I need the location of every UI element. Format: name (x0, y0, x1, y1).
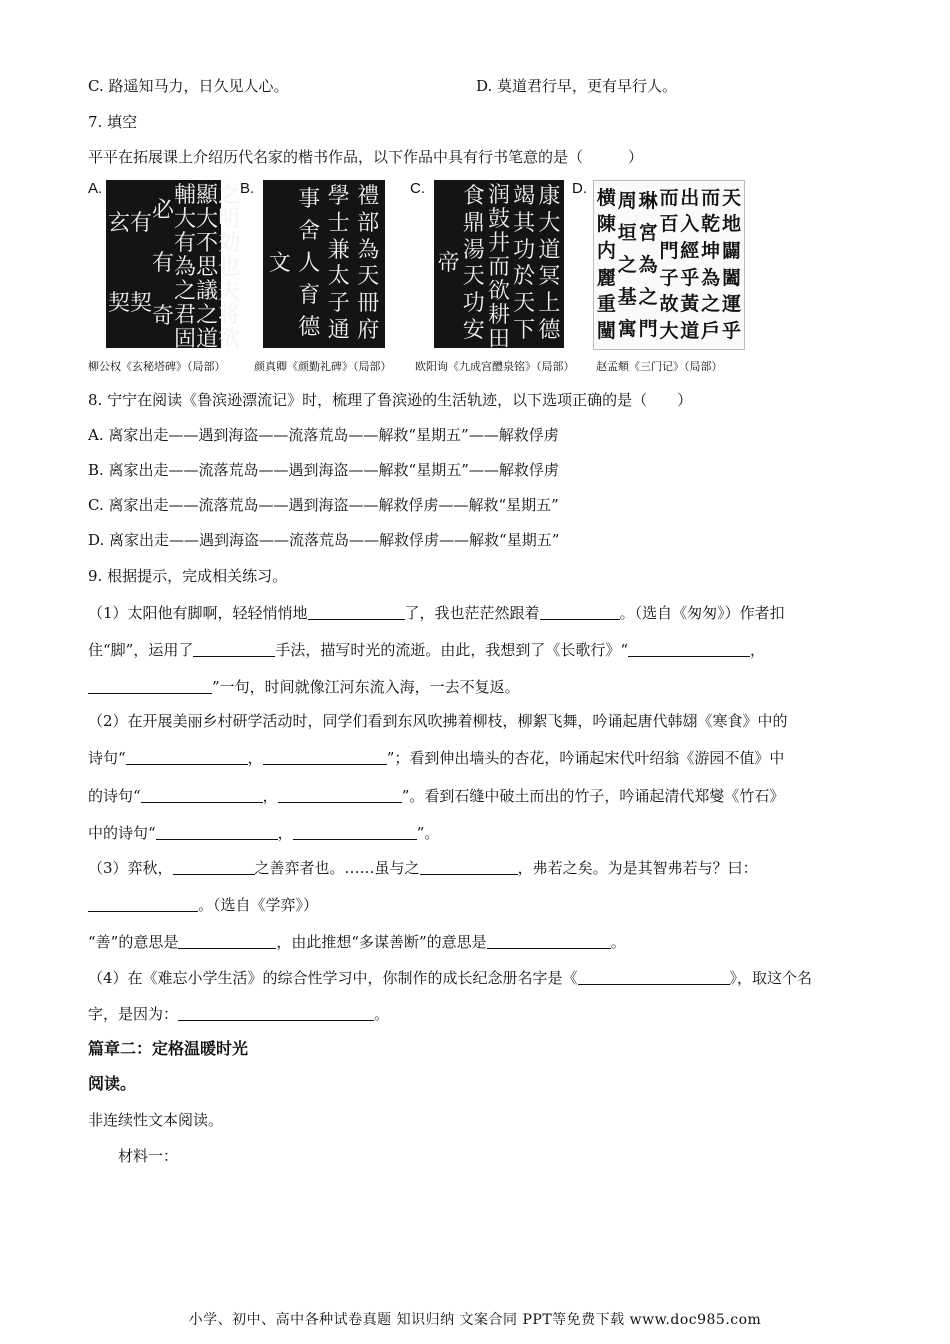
calligraphy-column (487, 183, 510, 352)
calligraphy-column (680, 185, 699, 345)
calligraphy-character: 寓 (617, 317, 637, 340)
calligraphy-column (463, 184, 485, 344)
calligraphy-character: 故 (659, 293, 679, 316)
calligraphy-column (513, 184, 535, 344)
calligraphy-character: 功 (462, 290, 485, 316)
calligraphy-column (722, 185, 741, 345)
calligraphy-character: 下 (513, 317, 536, 343)
calligraphy-character: 門 (659, 240, 679, 263)
calligraphy-character: 帝 (437, 251, 460, 276)
calligraphy-column (438, 184, 460, 344)
calligraphy-character: 闔 (721, 266, 741, 289)
blank[interactable] (578, 968, 730, 985)
calligraphy-character: 鼓 (487, 207, 510, 232)
calligraphy-character: 安 (462, 317, 485, 343)
calligraphy-character: 欲 (218, 327, 241, 352)
calligraphy-character: 黃 (680, 293, 700, 316)
calligraphy-character: 士 (327, 210, 350, 236)
calligraphy-image-b (263, 180, 385, 348)
calligraphy-column (218, 183, 241, 352)
calligraphy-character: 部 (357, 210, 380, 236)
calligraphy-character: 奇 (152, 304, 175, 330)
calligraphy-character: 有 (152, 250, 175, 276)
calligraphy-character: 井 (487, 231, 510, 256)
q6-option-c: C. 路遥知马力，日久见人心。 (88, 77, 289, 95)
blank[interactable] (308, 603, 405, 620)
caption-b: 颜真卿《颜勤礼碑》（局部） (254, 360, 392, 373)
calligraphy-column (357, 184, 379, 344)
calligraphy-column (328, 184, 350, 344)
calligraphy-character: 其 (513, 210, 536, 236)
option-b-letter: B. (240, 180, 255, 197)
calligraphy-character: 竭 (513, 184, 536, 210)
calligraphy-character: 文 (268, 251, 291, 276)
q9-stem: 9. 根据提示，完成相关练习。 (88, 567, 288, 585)
blank[interactable] (178, 1004, 374, 1021)
calligraphy-character: 将 (218, 303, 241, 328)
option-a-letter: A. (88, 180, 103, 197)
calligraphy-column (108, 184, 130, 344)
calligraphy-character: 重 (596, 293, 616, 316)
calligraphy-character: 陳 (596, 213, 616, 236)
calligraphy-character: 夫 (218, 279, 241, 304)
calligraphy-character: 為 (638, 253, 658, 276)
calligraphy-character: 思 (196, 255, 219, 280)
blank[interactable] (540, 603, 620, 620)
calligraphy-character: 鼎 (462, 210, 485, 236)
q7-stem: 平平在拓展课上介绍历代名家的楷书作品，以下作品中具有行书笔意的是（ ） (88, 148, 644, 166)
calligraphy-column (269, 184, 291, 344)
calligraphy-character: 闉 (596, 320, 616, 343)
calligraphy-column (196, 183, 219, 352)
calligraphy-character: 顯 (196, 183, 219, 208)
calligraphy-character: 入 (680, 213, 700, 236)
calligraphy-character: 冥 (538, 264, 561, 290)
calligraphy-column (130, 184, 152, 344)
calligraphy-character: 契 (108, 291, 131, 316)
blank[interactable] (141, 786, 263, 803)
blank[interactable] (88, 895, 198, 912)
calligraphy-character: 食 (462, 184, 485, 210)
calligraphy-character: 人 (298, 251, 321, 276)
calligraphy-character: 田 (487, 327, 510, 352)
calligraphy-character: 基 (617, 285, 637, 308)
q8-stem: 8. 宁宁在阅读《鲁滨逊漂流记》时，梳理了鲁滨逊的生活轨迹，以下选项正确的是（ ） (88, 391, 693, 409)
calligraphy-character: 坤 (701, 240, 721, 263)
calligraphy-character: 也 (218, 255, 241, 280)
calligraphy-character: 之 (174, 279, 197, 304)
calligraphy-column (298, 184, 320, 344)
calligraphy-character: 事 (298, 187, 321, 212)
q8-option-c: C. 离家出走——流落荒岛——遇到海盗——解救俘虏——解救“星期五” (88, 496, 559, 514)
calligraphy-character: 德 (298, 315, 321, 340)
calligraphy-character: 大 (196, 207, 219, 232)
calligraphy-character: 而 (701, 186, 721, 209)
calligraphy-character: 子 (327, 290, 350, 316)
q9-2-line1: （2）在开展美丽乡村研学活动时，同学们看到东风吹拂着柳枝，柳絮飞舞，吟诵起唐代韩翃《寒食》中的 (88, 712, 788, 730)
calligraphy-character: 學 (327, 184, 350, 210)
calligraphy-character: 之 (617, 253, 637, 276)
calligraphy-column (174, 183, 197, 352)
calligraphy-column (597, 185, 616, 345)
calligraphy-character: 有 (130, 211, 153, 236)
calligraphy-character: 効 (218, 231, 241, 256)
calligraphy-character: 子 (659, 266, 679, 289)
calligraphy-character: 大 (659, 320, 679, 343)
calligraphy-character: 固 (174, 327, 197, 352)
q7-title: 7. 填空 (88, 113, 138, 131)
blank[interactable] (88, 677, 212, 694)
calligraphy-character: 大 (538, 210, 561, 236)
calligraphy-character: 有 (174, 231, 197, 256)
calligraphy-character: 明 (218, 207, 241, 232)
option-d-letter: D. (572, 180, 587, 197)
calligraphy-character: 天 (721, 186, 741, 209)
calligraphy-character: 康 (538, 184, 561, 210)
calligraphy-character: 之 (701, 293, 721, 316)
caption-a: 柳公权《玄秘塔碑》（局部） (88, 360, 226, 373)
calligraphy-character: 天 (462, 264, 485, 290)
calligraphy-character: 垣 (617, 221, 637, 244)
blank[interactable] (173, 858, 255, 875)
calligraphy-character: 道 (196, 327, 219, 352)
noncontinuous-text-label: 非连续性文本阅读。 (88, 1111, 224, 1129)
blank[interactable] (420, 858, 518, 875)
calligraphy-character: 玄 (108, 211, 131, 236)
calligraphy-character: 百 (659, 213, 679, 236)
calligraphy-image-d (593, 180, 745, 350)
calligraphy-character: 運 (721, 293, 741, 316)
q9-2-line3: 的诗句“ ， ”。看到石缝中破土而出的竹子，吟诵起清代郑燮《竹石》 (88, 787, 785, 805)
calligraphy-character: 乎 (721, 320, 741, 343)
calligraphy-character: 為 (701, 266, 721, 289)
calligraphy-character: 君 (174, 303, 197, 328)
material-one-label: 材料一： (118, 1147, 179, 1165)
calligraphy-character: 上 (538, 290, 561, 316)
blank[interactable] (263, 748, 387, 765)
calligraphy-column (659, 185, 678, 345)
calligraphy-character: 必 (152, 197, 175, 223)
calligraphy-character: 地 (721, 213, 741, 236)
calligraphy-character: 府 (357, 317, 380, 343)
calligraphy-column (701, 185, 720, 345)
calligraphy-character: 欲 (487, 279, 510, 304)
calligraphy-character: 大 (174, 207, 197, 232)
calligraphy-character: 之 (196, 303, 219, 328)
calligraphy-character: 麗 (596, 266, 616, 289)
calligraphy-character: 禮 (357, 184, 380, 210)
calligraphy-character: 宮 (638, 221, 658, 244)
calligraphy-image-c (434, 180, 564, 352)
calligraphy-character: 道 (680, 320, 700, 343)
calligraphy-character: 通 (327, 317, 350, 343)
calligraphy-character: 戶 (701, 320, 721, 343)
calligraphy-column (618, 185, 637, 345)
q6-option-d: D. 莫道君行早，更有早行人。 (476, 77, 678, 95)
calligraphy-character: 琳 (638, 189, 658, 212)
q8-option-a: A. 离家出走——遇到海盗——流落荒岛——解救“星期五”——解救俘虏 (88, 426, 559, 444)
q9-1-line2: 住“脚”，运用了 手法，描写时光的流逝。由此，我想到了《长歌行》“ ， (88, 641, 766, 659)
calligraphy-character: 道 (538, 237, 561, 263)
q9-3-line1: （3）弈秋， 之善弈者也。……虽与之 ，弗若之矣。为是其智弗若与？曰： (88, 859, 758, 877)
q9-4-line2: 字，是因为： 。 (88, 1005, 390, 1023)
calligraphy-column (152, 184, 174, 344)
q9-2-line4: 中的诗句“ ， ”。 (88, 824, 440, 842)
calligraphy-character: 功 (513, 237, 536, 263)
chapter-heading: 篇章二：定格温暖时光 (88, 1039, 249, 1058)
calligraphy-character: 出 (680, 186, 700, 209)
calligraphy-character: 内 (596, 240, 616, 263)
calligraphy-character: 為 (174, 255, 197, 280)
calligraphy-character: 輔 (174, 183, 197, 208)
blank[interactable] (156, 823, 278, 840)
q9-2-line2: 诗句“ ， ”；看到伸出墙头的杏花，吟诵起宋代叶绍翁《游园不值》中 (88, 749, 785, 767)
calligraphy-character: 契 (130, 291, 153, 316)
calligraphy-character: 太 (327, 264, 350, 290)
calligraphy-character: 德 (538, 317, 561, 343)
q9-1-line3: ”一句，时间就像江河东流入海，一去不复返。 (88, 677, 520, 697)
caption-c: 欧阳询《九成宫醴泉铭》（局部） (415, 360, 575, 373)
blank[interactable] (293, 823, 417, 840)
calligraphy-character: 湯 (462, 237, 485, 263)
blank[interactable] (193, 640, 275, 657)
q8-option-b: B. 离家出走——流落荒岛——遇到海盗——解救“星期五”——解救俘虏 (88, 461, 559, 479)
calligraphy-character: 為 (357, 237, 380, 263)
blank[interactable] (487, 932, 611, 949)
calligraphy-image-a (106, 180, 241, 352)
caption-d: 赵孟頫《三门记》（局部） (596, 360, 723, 373)
calligraphy-character: 舍 (298, 219, 321, 244)
calligraphy-character: 乾 (701, 213, 721, 236)
calligraphy-character: 經 (680, 240, 700, 263)
blank[interactable] (628, 640, 750, 657)
calligraphy-column (538, 184, 560, 344)
calligraphy-character: 育 (298, 283, 321, 308)
calligraphy-character: 兼 (327, 237, 350, 263)
calligraphy-character: 耕 (487, 303, 510, 328)
calligraphy-character: 冊 (357, 290, 380, 316)
q9-1-line1: （1）太阳他有脚啊，轻轻悄悄地 了，我也茫茫然跟着 。（选自《匆匆》）作者扣 (88, 604, 785, 622)
calligraphy-character: 润 (487, 183, 510, 208)
calligraphy-character: 横 (596, 186, 616, 209)
option-c-letter: C. (410, 180, 425, 197)
blank[interactable] (278, 786, 402, 803)
calligraphy-character: 周 (617, 189, 637, 212)
calligraphy-character: 闢 (721, 240, 741, 263)
calligraphy-character: 天 (513, 290, 536, 316)
calligraphy-character: 而 (487, 255, 510, 280)
calligraphy-character: 議 (196, 279, 219, 304)
q9-3-line3: “善”的意思是 ，由此推想“多谋善断”的意思是 。 (88, 933, 626, 951)
blank[interactable] (178, 932, 276, 949)
calligraphy-character: 於 (513, 264, 536, 290)
q8-option-d: D. 离家出走——遇到海盗——流落荒岛——解救俘虏——解救“星期五” (88, 531, 560, 549)
calligraphy-character: 門 (638, 317, 658, 340)
calligraphy-character: 不 (196, 231, 219, 256)
blank[interactable] (126, 748, 248, 765)
calligraphy-character: 之 (218, 183, 241, 208)
q9-3-line2: 。（选自《学弈》） (88, 895, 318, 915)
calligraphy-character: 乎 (680, 266, 700, 289)
calligraphy-character: 而 (659, 186, 679, 209)
calligraphy-character: 天 (357, 264, 380, 290)
q9-4-line1: （4）在《难忘小学生活》的综合性学习中，你制作的成长纪念册名字是《 》，取这个名 (88, 969, 813, 987)
calligraphy-column (639, 185, 658, 345)
calligraphy-character: 之 (638, 285, 658, 308)
reading-heading: 阅读。 (88, 1074, 137, 1093)
page-footer: 小学、初中、高中各种试卷真题 知识归纳 文案合同 PPT等免费下载 www.doc985.com (188, 1312, 762, 1328)
